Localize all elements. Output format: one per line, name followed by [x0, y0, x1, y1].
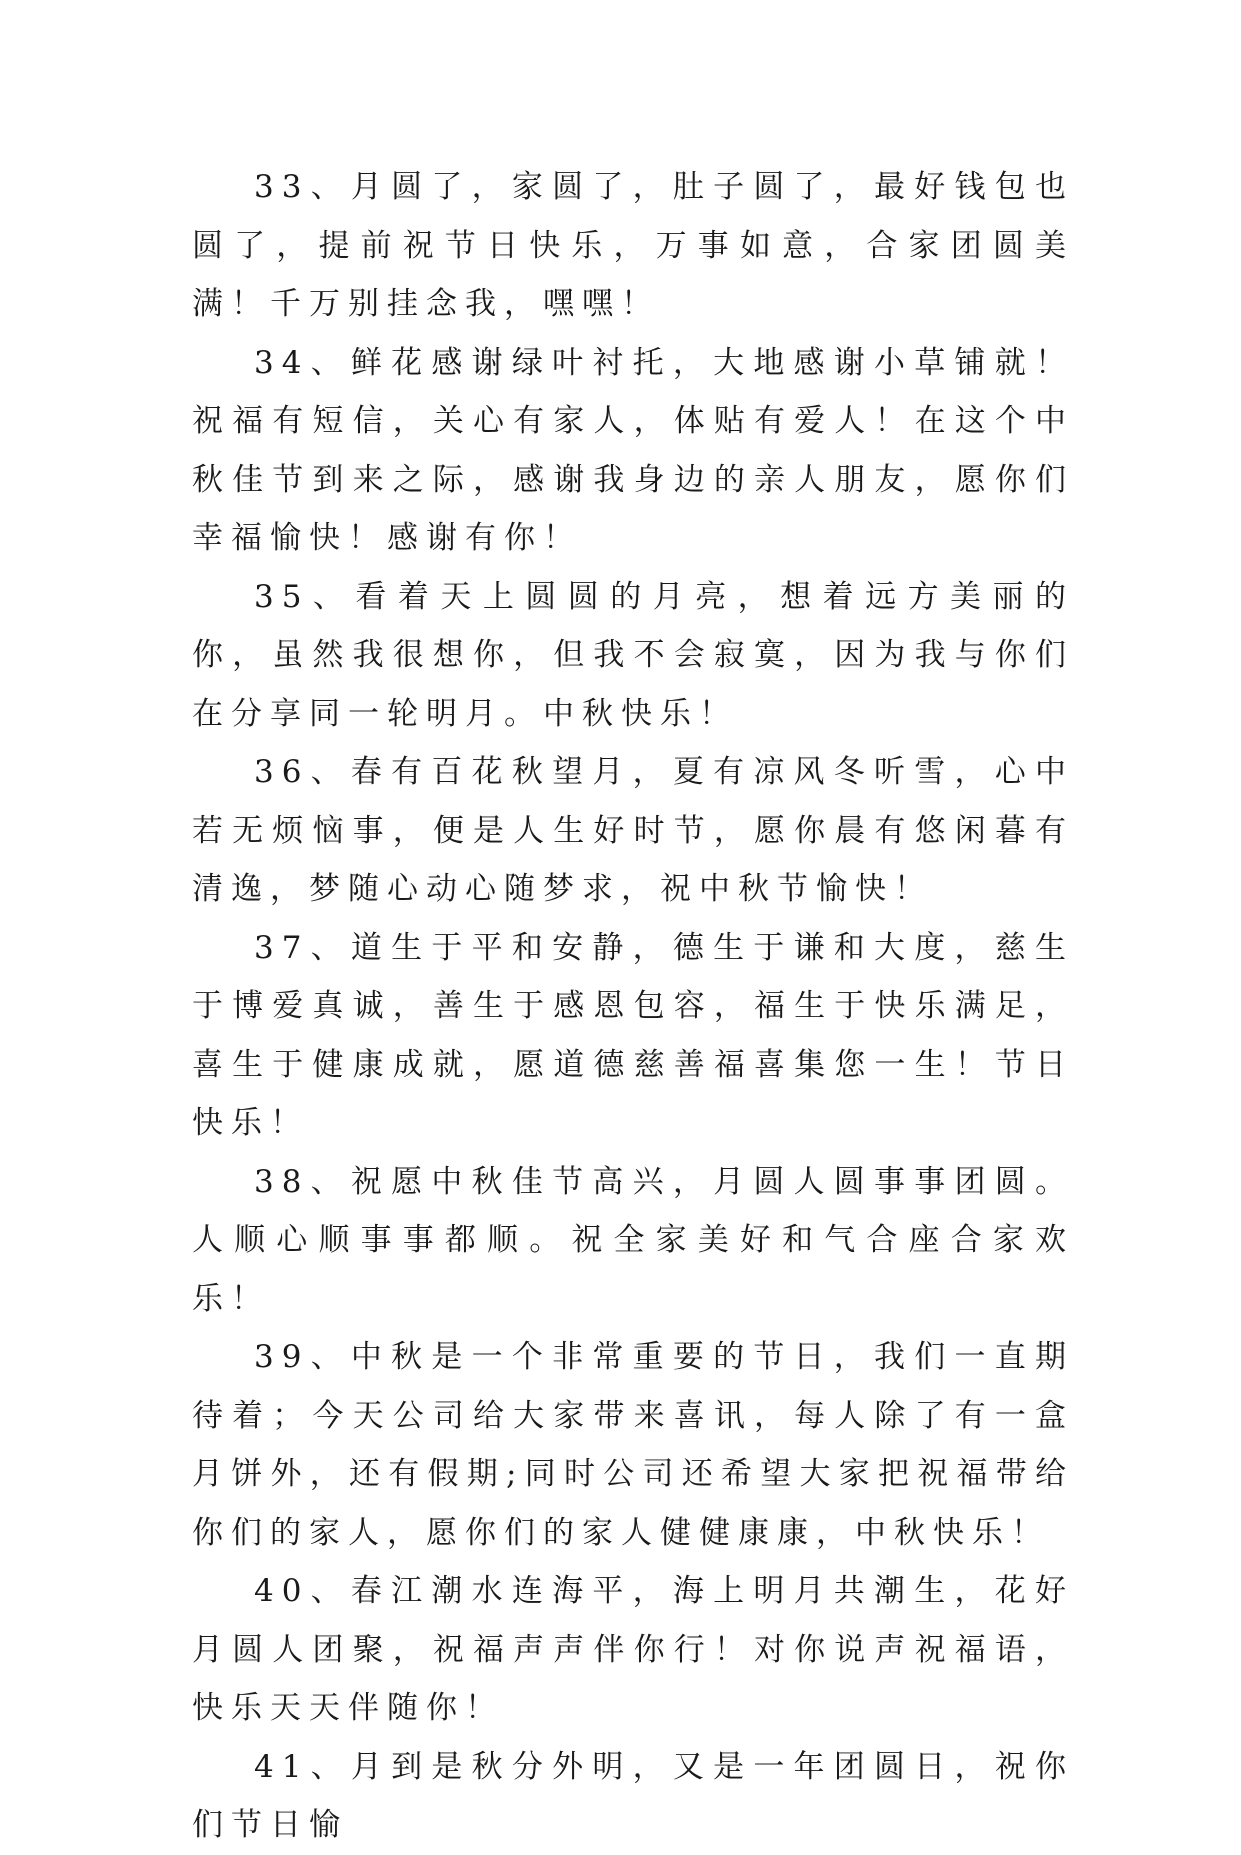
- paragraph-38: 38、祝愿中秋佳节高兴，月圆人圆事事团圆。人顺心顺事事都顺。祝全家美好和气合座合家欢乐！: [192, 1163, 1074, 1317]
- paragraph-40: 40、春江潮水连海平，海上明月共潮生，花好月圆人团聚，祝福声声伴你行！对你说声祝福语，快乐天天伴随你！: [192, 1573, 1074, 1726]
- document-body: [192, 158, 1074, 1855]
- paragraph-34: 34、鲜花感谢绿叶衬托，大地感谢小草铺就！祝福有短信，关心有家人，体贴有爱人！在这个中秋佳节到来之际，感谢我身边的亲人朋友，愿你们幸福愉快！感谢有你！: [192, 344, 1074, 556]
- paragraph-41: 41、月到是秋分外明，又是一年团圆日，祝你们节日愉: [192, 1748, 1074, 1843]
- paragraph-35: 35、看着天上圆圆的月亮，想着远方美丽的你，虽然我很想你，但我不会寂寞，因为我与你们在分享同一轮明月。中秋快乐！: [192, 578, 1074, 732]
- paragraph-39: 39、中秋是一个非常重要的节日，我们一直期待着；今天公司给大家带来喜讯，每人除了有一盒月饼外，还有假期;同时公司还希望大家把祝福带给你们的家人，愿你们的家人健健康康，中秋快乐！: [192, 1339, 1074, 1551]
- paragraph-37: 37、道生于平和安静，德生于谦和大度，慈生于博爱真诚，善生于感恩包容，福生于快乐满足，喜生于健康成就，愿道德慈善福喜集您一生！节日快乐！: [192, 929, 1074, 1141]
- paragraph-36: 36、春有百花秋望月，夏有凉风冬听雪，心中若无烦恼事，便是人生好时节，愿你晨有悠闲暮有清逸，梦随心动心随梦求，祝中秋节愉快！: [192, 754, 1074, 907]
- paragraph-33: 33、月圆了，家圆了，肚子圆了，最好钱包也圆了，提前祝节日快乐，万事如意，合家团圆美满！千万别挂念我，嘿嘿！: [192, 169, 1074, 322]
